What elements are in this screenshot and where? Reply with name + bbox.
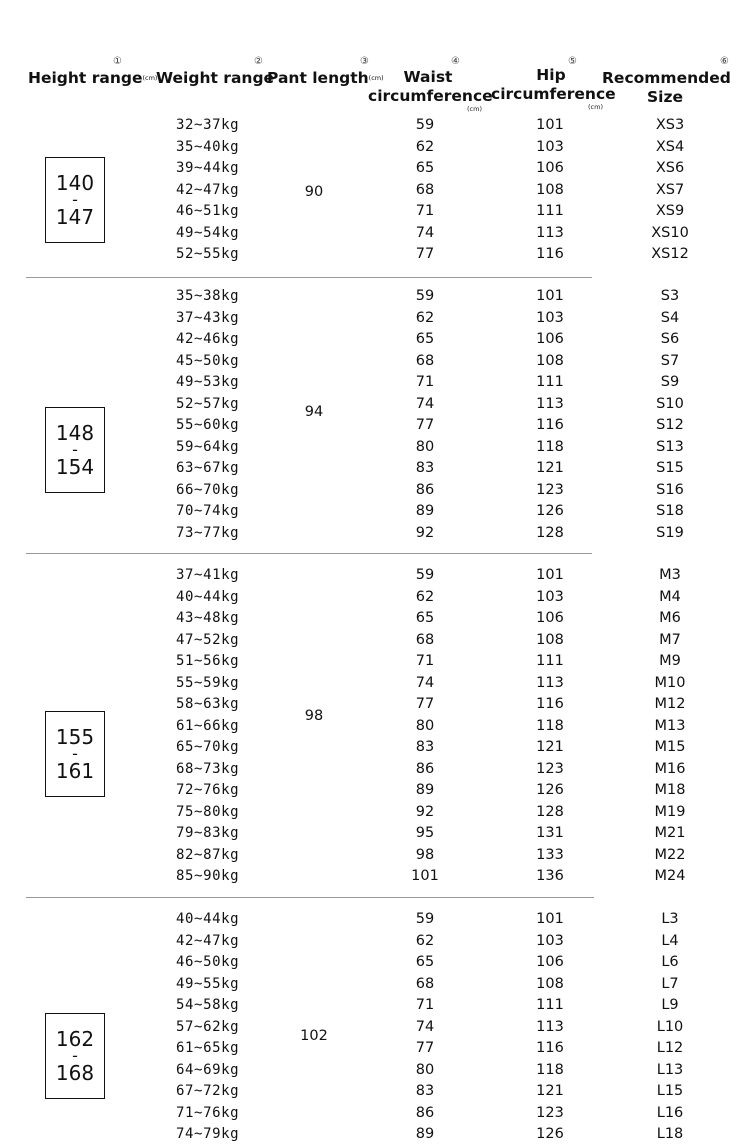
- weight-range-cell: 39~44kg: [176, 160, 240, 176]
- weight-range-cell: 52~55kg: [176, 246, 240, 262]
- recommended-size-cell: M21: [654, 825, 686, 841]
- recommended-size-cell: M18: [654, 782, 686, 798]
- recommended-size-cell: L9: [661, 997, 679, 1013]
- waist-cell: 92: [415, 803, 435, 820]
- waist-cell: 86: [415, 1104, 435, 1121]
- recommended-size-cell: L3: [661, 911, 679, 927]
- waist-cell: 89: [415, 782, 435, 798]
- recommended-size-cell: M10: [654, 674, 686, 691]
- waist-cell: 83: [415, 1083, 435, 1099]
- weight-range-cell: 65~70kg: [176, 739, 240, 755]
- waist-cell: 59: [415, 117, 435, 133]
- recommended-size-cell: S16: [656, 481, 684, 498]
- range-end: 154: [55, 455, 95, 479]
- recommended-size-cell: M7: [659, 631, 681, 648]
- pant-length-value: 94: [304, 404, 324, 420]
- recommended-size-cell: L4: [661, 932, 679, 949]
- waist-cell: 65: [415, 610, 435, 626]
- weight-range-cell: 42~47kg: [176, 181, 240, 198]
- header-waist-unit: (cm): [467, 105, 482, 113]
- hip-cell: 108: [536, 975, 564, 992]
- waist-cell: 59: [415, 288, 435, 304]
- hip-cell: 106: [536, 954, 564, 970]
- waist-cell: 83: [415, 739, 435, 755]
- column-number-1: ①: [113, 56, 122, 67]
- header-pant-length: Pant length(cm): [267, 69, 384, 87]
- pant-length-value: 102: [300, 1028, 328, 1044]
- waist-cell: 65: [415, 954, 435, 970]
- waist-cell: 80: [415, 1061, 435, 1078]
- recommended-size-cell: S6: [660, 331, 680, 347]
- group-divider: [26, 277, 592, 278]
- waist-cell: 74: [415, 224, 435, 241]
- hip-cell: 133: [536, 846, 564, 863]
- recommended-size-cell: S12: [656, 417, 684, 433]
- waist-cell: 77: [415, 246, 435, 262]
- weight-range-cell: 37~43kg: [176, 309, 240, 326]
- header-hip-unit: (cm): [588, 103, 603, 111]
- column-number-2: ②: [254, 56, 263, 67]
- recommended-size-cell: XS6: [655, 160, 685, 176]
- hip-cell: 118: [536, 438, 564, 455]
- weight-range-cell: 42~47kg: [176, 932, 240, 949]
- weight-range-cell: 43~48kg: [176, 610, 240, 626]
- range-separator: -: [72, 190, 78, 209]
- weight-range-cell: 71~76kg: [176, 1104, 240, 1121]
- recommended-size-cell: XS9: [655, 203, 685, 219]
- column-number-4: ④: [451, 56, 460, 67]
- hip-cell: 123: [536, 760, 564, 777]
- hip-cell: 126: [536, 782, 564, 798]
- recommended-size-cell: L12: [656, 1040, 684, 1056]
- hip-cell: 103: [536, 588, 564, 605]
- waist-cell: 77: [415, 417, 435, 433]
- hip-cell: 101: [536, 288, 564, 304]
- recommended-size-cell: M4: [659, 588, 681, 605]
- waist-cell: 74: [415, 395, 435, 412]
- recommended-size-cell: M13: [654, 717, 686, 734]
- hip-cell: 126: [536, 1126, 564, 1142]
- weight-range-cell: 67~72kg: [176, 1083, 240, 1099]
- hip-cell: 108: [536, 181, 564, 198]
- waist-cell: 62: [415, 138, 435, 155]
- recommended-size-cell: S18: [656, 503, 684, 519]
- waist-cell: 101: [411, 868, 439, 884]
- group-divider: [26, 553, 592, 554]
- weight-range-cell: 58~63kg: [176, 696, 240, 712]
- recommended-size-cell: S15: [656, 460, 684, 476]
- recommended-size-cell: L10: [656, 1018, 684, 1035]
- hip-cell: 121: [536, 1083, 564, 1099]
- recommended-size-cell: XS3: [655, 117, 685, 133]
- range-start: 155: [55, 725, 95, 749]
- weight-range-cell: 73~77kg: [176, 524, 240, 541]
- hip-cell: 101: [536, 567, 564, 583]
- hip-cell: 136: [536, 868, 564, 884]
- group-divider: [26, 897, 594, 898]
- waist-cell: 62: [415, 932, 435, 949]
- weight-range-cell: 40~44kg: [176, 588, 240, 605]
- height-range-box: [45, 711, 105, 797]
- weight-range-cell: 45~50kg: [176, 352, 240, 369]
- waist-cell: 62: [415, 309, 435, 326]
- waist-cell: 59: [415, 567, 435, 583]
- hip-cell: 123: [536, 481, 564, 498]
- hip-cell: 118: [536, 1061, 564, 1078]
- hip-cell: 121: [536, 460, 564, 476]
- recommended-size-cell: M19: [654, 803, 686, 820]
- recommended-size-cell: M3: [659, 567, 681, 583]
- header-size-line1: Recommended: [602, 69, 731, 87]
- weight-range-cell: 64~69kg: [176, 1061, 240, 1078]
- weight-range-cell: 79~83kg: [176, 825, 240, 841]
- range-start: 162: [55, 1027, 95, 1051]
- recommended-size-cell: S3: [660, 288, 680, 304]
- waist-cell: 98: [415, 846, 435, 863]
- recommended-size-cell: L13: [656, 1061, 684, 1078]
- waist-cell: 77: [415, 696, 435, 712]
- hip-cell: 106: [536, 610, 564, 626]
- waist-cell: 86: [415, 760, 435, 777]
- waist-cell: 77: [415, 1040, 435, 1056]
- hip-cell: 111: [536, 653, 564, 669]
- recommended-size-cell: L6: [661, 954, 679, 970]
- weight-range-cell: 32~37kg: [176, 117, 240, 133]
- waist-cell: 71: [415, 203, 435, 219]
- weight-range-cell: 85~90kg: [176, 868, 240, 884]
- waist-cell: 59: [415, 911, 435, 927]
- weight-range-cell: 68~73kg: [176, 760, 240, 777]
- recommended-size-cell: XS12: [651, 246, 689, 262]
- recommended-size-cell: L16: [656, 1104, 684, 1121]
- height-range-box: [45, 407, 105, 493]
- hip-cell: 103: [536, 138, 564, 155]
- waist-cell: 71: [415, 374, 435, 390]
- weight-range-cell: 63~67kg: [176, 460, 240, 476]
- range-separator: -: [72, 440, 78, 459]
- hip-cell: 121: [536, 739, 564, 755]
- pant-length-value: 98: [304, 708, 324, 724]
- waist-cell: 92: [415, 524, 435, 541]
- range-separator: -: [72, 1046, 78, 1065]
- waist-cell: 65: [415, 331, 435, 347]
- recommended-size-cell: L7: [661, 975, 679, 992]
- recommended-size-cell: S10: [656, 395, 684, 412]
- weight-range-cell: 66~70kg: [176, 481, 240, 498]
- header-waist-line1: Waist: [403, 68, 453, 86]
- weight-range-cell: 49~54kg: [176, 224, 240, 241]
- height-range-box: [45, 157, 105, 243]
- waist-cell: 68: [415, 631, 435, 648]
- hip-cell: 116: [536, 1040, 564, 1056]
- range-end: 161: [55, 759, 95, 783]
- waist-cell: 71: [415, 653, 435, 669]
- header-size-line2: Size: [646, 88, 683, 106]
- weight-range-cell: 42~46kg: [176, 331, 240, 347]
- hip-cell: 106: [536, 160, 564, 176]
- hip-cell: 126: [536, 503, 564, 519]
- weight-range-cell: 37~41kg: [176, 567, 240, 583]
- recommended-size-cell: L15: [656, 1083, 684, 1099]
- height-range-box: [45, 1013, 105, 1099]
- range-start: 148: [55, 421, 95, 445]
- hip-cell: 111: [536, 997, 564, 1013]
- hip-cell: 123: [536, 1104, 564, 1121]
- waist-cell: 71: [415, 997, 435, 1013]
- weight-range-cell: 75~80kg: [176, 803, 240, 820]
- waist-cell: 86: [415, 481, 435, 498]
- hip-cell: 131: [536, 825, 564, 841]
- hip-cell: 116: [536, 246, 564, 262]
- pant-length-value: 90: [304, 184, 324, 200]
- hip-cell: 101: [536, 117, 564, 133]
- recommended-size-cell: M12: [654, 696, 686, 712]
- recommended-size-cell: M22: [654, 846, 686, 863]
- hip-cell: 113: [536, 224, 564, 241]
- hip-cell: 103: [536, 932, 564, 949]
- range-separator: -: [72, 744, 78, 763]
- waist-cell: 80: [415, 438, 435, 455]
- weight-range-cell: 55~59kg: [176, 674, 240, 691]
- hip-cell: 118: [536, 717, 564, 734]
- weight-range-cell: 61~66kg: [176, 717, 240, 734]
- column-number-5: ⑤: [568, 56, 577, 67]
- waist-cell: 80: [415, 717, 435, 734]
- recommended-size-cell: S13: [656, 438, 684, 455]
- hip-cell: 101: [536, 911, 564, 927]
- waist-cell: 83: [415, 460, 435, 476]
- hip-cell: 116: [536, 696, 564, 712]
- waist-cell: 62: [415, 588, 435, 605]
- header-weight-range: Weight range: [156, 69, 275, 87]
- hip-cell: 113: [536, 395, 564, 412]
- weight-range-cell: 55~60kg: [176, 417, 240, 433]
- weight-range-cell: 54~58kg: [176, 997, 240, 1013]
- range-start: 140: [55, 171, 95, 195]
- recommended-size-cell: S4: [660, 309, 680, 326]
- hip-cell: 113: [536, 1018, 564, 1035]
- weight-range-cell: 59~64kg: [176, 438, 240, 455]
- weight-range-cell: 72~76kg: [176, 782, 240, 798]
- weight-range-cell: 51~56kg: [176, 653, 240, 669]
- waist-cell: 65: [415, 160, 435, 176]
- recommended-size-cell: S7: [660, 352, 680, 369]
- waist-cell: 89: [415, 1126, 435, 1142]
- recommended-size-cell: M16: [654, 760, 686, 777]
- weight-range-cell: 52~57kg: [176, 395, 240, 412]
- waist-cell: 74: [415, 1018, 435, 1035]
- recommended-size-cell: S19: [656, 524, 684, 541]
- weight-range-cell: 61~65kg: [176, 1040, 240, 1056]
- header-waist-line2: circumference: [368, 87, 493, 105]
- hip-cell: 116: [536, 417, 564, 433]
- weight-range-cell: 35~40kg: [176, 138, 240, 155]
- weight-range-cell: 46~51kg: [176, 203, 240, 219]
- hip-cell: 108: [536, 352, 564, 369]
- header-hip-line2: circumference: [491, 85, 616, 103]
- weight-range-cell: 40~44kg: [176, 911, 240, 927]
- hip-cell: 108: [536, 631, 564, 648]
- weight-range-cell: 35~38kg: [176, 288, 240, 304]
- range-end: 168: [55, 1061, 95, 1085]
- recommended-size-cell: M9: [659, 653, 681, 669]
- weight-range-cell: 49~53kg: [176, 374, 240, 390]
- weight-range-cell: 74~79kg: [176, 1126, 240, 1142]
- recommended-size-cell: XS7: [655, 181, 685, 198]
- weight-range-cell: 47~52kg: [176, 631, 240, 648]
- column-number-6: ⑥: [720, 56, 729, 67]
- hip-cell: 103: [536, 309, 564, 326]
- column-number-3: ③: [360, 56, 369, 67]
- weight-range-cell: 82~87kg: [176, 846, 240, 863]
- recommended-size-cell: M6: [659, 610, 681, 626]
- hip-cell: 111: [536, 203, 564, 219]
- recommended-size-cell: XS4: [655, 138, 685, 155]
- header-hip-line1: Hip: [536, 66, 566, 84]
- recommended-size-cell: S9: [660, 374, 680, 390]
- weight-range-cell: 46~50kg: [176, 954, 240, 970]
- waist-cell: 68: [415, 975, 435, 992]
- hip-cell: 106: [536, 331, 564, 347]
- hip-cell: 111: [536, 374, 564, 390]
- recommended-size-cell: L18: [656, 1126, 684, 1142]
- weight-range-cell: 70~74kg: [176, 503, 240, 519]
- recommended-size-cell: M15: [654, 739, 686, 755]
- hip-cell: 128: [536, 803, 564, 820]
- waist-cell: 68: [415, 352, 435, 369]
- waist-cell: 68: [415, 181, 435, 198]
- weight-range-cell: 49~55kg: [176, 975, 240, 992]
- range-end: 147: [55, 205, 95, 229]
- weight-range-cell: 57~62kg: [176, 1018, 240, 1035]
- waist-cell: 74: [415, 674, 435, 691]
- waist-cell: 89: [415, 503, 435, 519]
- recommended-size-cell: XS10: [651, 224, 689, 241]
- waist-cell: 95: [415, 825, 435, 841]
- hip-cell: 128: [536, 524, 564, 541]
- header-height-range: Height range(cm): [28, 69, 158, 87]
- recommended-size-cell: M24: [654, 868, 686, 884]
- hip-cell: 113: [536, 674, 564, 691]
